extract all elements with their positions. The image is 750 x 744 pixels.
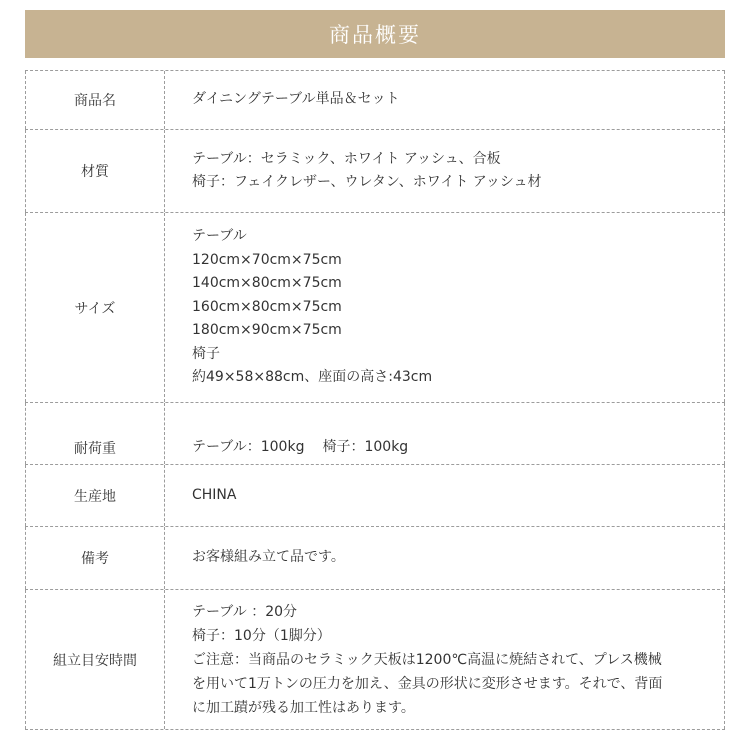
row-value [165, 213, 725, 402]
value-line: ご注意：当商品のセラミック天板は1200℃高温に焼結されて、プレス機械 [192, 651, 662, 668]
row-label: 商品名 [25, 71, 165, 129]
value-line: 約49×58×88cm、座面の高さ:43cm [192, 369, 433, 386]
row-value [165, 590, 725, 729]
section-title: 商品概要 [329, 23, 421, 47]
value-line: に加工蹟が残る加工性はあります。 [192, 699, 415, 716]
value-line: 160cm×80cm×75cm [192, 298, 342, 315]
row-label: 生産地 [25, 465, 165, 526]
value-line: 180cm×90cm×75cm [192, 322, 342, 339]
value-line: 椅子：10分（1脚分） [192, 627, 331, 644]
value-line: 椅子：フェイクレザー、ウレタン、ホワイト アッシュ材 [192, 174, 542, 190]
value-line: ダイニングテーブル単品＆セット [192, 91, 400, 108]
row-value [165, 403, 725, 464]
row-label: 組立目安時間 [25, 590, 165, 729]
value-line: テーブル：セラミック、ホワイト アッシュ、合板 [192, 150, 501, 167]
value-line: CHINA [192, 486, 237, 503]
table-row-note [25, 527, 725, 590]
value-line: テーブル ：20分 [192, 603, 298, 620]
table-load-text: テーブル：100kg [192, 438, 305, 455]
row-value [165, 527, 725, 589]
row-label: サイズ [25, 213, 165, 402]
row-label: 材質 [25, 130, 165, 212]
value-line: お客様組み立て品です。 [192, 549, 345, 566]
value-line [192, 436, 724, 460]
value-line: 120cm×70cm×75cm [192, 251, 342, 268]
table-row-size [25, 213, 725, 403]
table-row-load-capacity [25, 403, 725, 465]
table-row-product-name [25, 71, 725, 130]
row-value [165, 465, 725, 526]
value-line: 140cm×80cm×75cm [192, 275, 342, 292]
table-row-origin [25, 465, 725, 527]
section-header [25, 10, 725, 58]
table-row-material [25, 130, 725, 213]
value-line: テーブル [192, 228, 247, 245]
row-value [165, 130, 725, 212]
chair-load-text: 椅子：100kg [322, 438, 409, 455]
row-label: 備考 [25, 527, 165, 589]
row-label: 耐荷重 [25, 403, 165, 464]
value-line: 椅子 [192, 345, 220, 362]
table-row-assembly-time [25, 590, 725, 730]
spec-table [25, 70, 725, 730]
row-value [165, 71, 725, 129]
value-line: を用いて1万トンの圧力を加え、金具の形状に変形させます。それで、背面 [192, 675, 663, 692]
